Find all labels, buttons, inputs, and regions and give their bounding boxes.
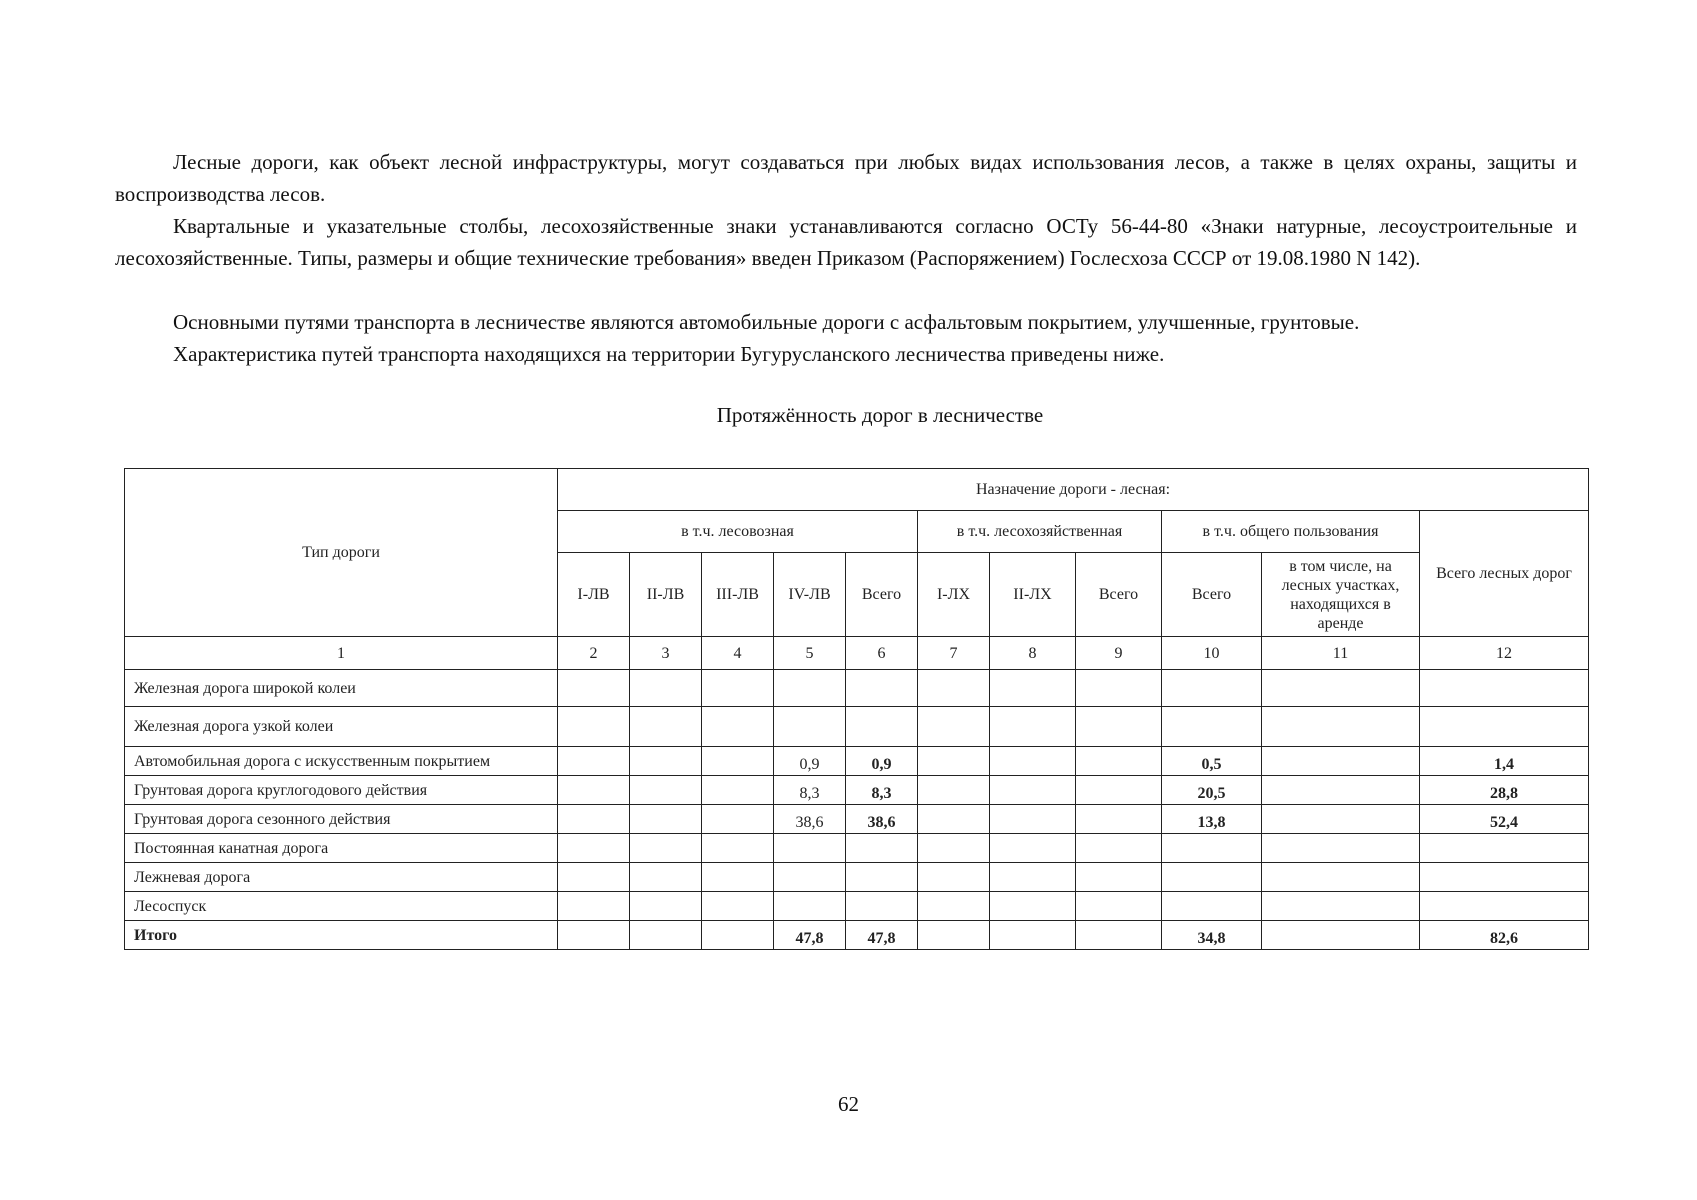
- header-group-forestry: в т.ч. лесохозяйственная: [918, 511, 1162, 553]
- table-cell: 28,8: [1420, 776, 1589, 805]
- table-cell: [558, 747, 630, 776]
- table-cell: [918, 670, 990, 707]
- header-sub: III-ЛВ: [702, 553, 774, 637]
- paragraph-posts-and-signs: [115, 210, 1577, 274]
- table-cell: 34,8: [1162, 921, 1262, 950]
- paragraph-text: Основными путями транспорта в лесничестве являются автомобильные дороги с асфальтовым покрытием, улучшенные, грунтовые.: [173, 310, 1360, 334]
- table-cell: [990, 834, 1076, 863]
- table-cell: [630, 707, 702, 747]
- table-row: [125, 863, 1589, 892]
- table-cell: 47,8: [774, 921, 846, 950]
- table-cell: [630, 805, 702, 834]
- paragraph-text: Квартальные и указательные столбы, лесохозяйственные знаки устанавливаются согласно ОСТу 56-44-80 «Знаки натурные, лесоустроительные и лесохозяйственные. Типы, размеры и общие технические требования» введен Приказом (Распоряжением) Гослесхоза СССР от 19.08.1980 N 142).: [115, 214, 1577, 270]
- table-cell: [630, 921, 702, 950]
- table-cell: 8,3: [846, 776, 918, 805]
- column-number: 4: [702, 637, 774, 670]
- table-cell: 0,9: [846, 747, 918, 776]
- table-cell: [630, 863, 702, 892]
- table-cell: [918, 707, 990, 747]
- table-cell: [990, 863, 1076, 892]
- table-cell: [1076, 670, 1162, 707]
- header-sub: II-ЛХ: [990, 553, 1076, 637]
- table-cell: [774, 863, 846, 892]
- table-cell: [1262, 892, 1420, 921]
- table-cell: [1162, 707, 1262, 747]
- table-cell: [990, 776, 1076, 805]
- table-cell: [774, 834, 846, 863]
- table-cell: [1076, 834, 1162, 863]
- table-cell: [990, 921, 1076, 950]
- table-cell: [1262, 921, 1420, 950]
- table-cell: [846, 863, 918, 892]
- table-cell: [1262, 805, 1420, 834]
- table-cell: [918, 776, 990, 805]
- table-cell: [1076, 892, 1162, 921]
- header-sub: Всего: [1162, 553, 1262, 637]
- table-cell: [630, 834, 702, 863]
- table-cell: [558, 776, 630, 805]
- header-sub: Всего: [846, 553, 918, 637]
- table-cell: [918, 805, 990, 834]
- table-cell: [558, 921, 630, 950]
- table-row: [125, 805, 1589, 834]
- table-cell: 20,5: [1162, 776, 1262, 805]
- table-cell: [702, 892, 774, 921]
- column-number: 3: [630, 637, 702, 670]
- table-row: [125, 707, 1589, 747]
- column-numbers-row: [125, 637, 1589, 670]
- row-label: Грунтовая дорога круглогодового действия: [125, 776, 558, 805]
- table-cell: [558, 707, 630, 747]
- column-number: 6: [846, 637, 918, 670]
- table-cell: [1162, 892, 1262, 921]
- table-cell: [702, 707, 774, 747]
- page-number: 62: [838, 1092, 859, 1116]
- table-row: [125, 892, 1589, 921]
- roads-length-table: [124, 468, 1589, 950]
- table-cell: [1076, 776, 1162, 805]
- table-row: [125, 670, 1589, 707]
- column-number: 11: [1262, 637, 1420, 670]
- table-cell: [1420, 707, 1589, 747]
- table-cell: [1262, 776, 1420, 805]
- paragraph-characteristics: [115, 338, 1577, 370]
- column-number: 8: [990, 637, 1076, 670]
- table-cell: 8,3: [774, 776, 846, 805]
- header-row-1: [125, 469, 1589, 511]
- table-cell: [990, 747, 1076, 776]
- header-sub: IV-ЛВ: [774, 553, 846, 637]
- row-label: Грунтовая дорога сезонного действия: [125, 805, 558, 834]
- header-purpose: Назначение дороги - лесная:: [558, 469, 1589, 511]
- table-cell: [846, 707, 918, 747]
- paragraph-text: Лесные дороги, как объект лесной инфраструктуры, могут создаваться при любых видах использования лесов, а также в целях охраны, защиты и воспроизводства лесов.: [115, 150, 1577, 206]
- table-cell: [630, 747, 702, 776]
- table-row: [125, 747, 1589, 776]
- row-label: Лесоспуск: [125, 892, 558, 921]
- header-group-public: в т.ч. общего пользования: [1162, 511, 1420, 553]
- table-cell: [990, 707, 1076, 747]
- row-label: Железная дорога широкой колеи: [125, 670, 558, 707]
- table-row: [125, 834, 1589, 863]
- header-road-type: Тип дороги: [125, 469, 558, 637]
- column-number: 1: [125, 637, 558, 670]
- table-cell: 47,8: [846, 921, 918, 950]
- table-cell: [558, 805, 630, 834]
- table-cell: 13,8: [1162, 805, 1262, 834]
- table-body: [125, 670, 1589, 950]
- table-cell: 38,6: [846, 805, 918, 834]
- total-row: [125, 921, 1589, 950]
- table-cell: [558, 892, 630, 921]
- paragraph-text: Характеристика путей транспорта находящихся на территории Бугурусланского лесничества приведены ниже.: [173, 342, 1165, 366]
- table-cell: [990, 892, 1076, 921]
- table-cell: [846, 834, 918, 863]
- table-cell: [1262, 834, 1420, 863]
- table-cell: [702, 921, 774, 950]
- table-cell: [558, 670, 630, 707]
- row-label: Автомобильная дорога с искусственным покрытием: [125, 747, 558, 776]
- table-cell: [558, 863, 630, 892]
- table-cell: [630, 776, 702, 805]
- table-cell: [1076, 747, 1162, 776]
- column-number: 12: [1420, 637, 1589, 670]
- row-label: Итого: [125, 921, 558, 950]
- table-cell: [1420, 834, 1589, 863]
- table-cell: [774, 670, 846, 707]
- column-number: 5: [774, 637, 846, 670]
- table-cell: [846, 892, 918, 921]
- table-cell: 0,9: [774, 747, 846, 776]
- table-cell: [846, 670, 918, 707]
- table-cell: [1262, 670, 1420, 707]
- paragraph-forest-roads: [115, 146, 1577, 210]
- column-number: 7: [918, 637, 990, 670]
- table-cell: [774, 892, 846, 921]
- column-number: 2: [558, 637, 630, 670]
- table-cell: [990, 670, 1076, 707]
- header-sub: I-ЛХ: [918, 553, 990, 637]
- table-cell: [1420, 863, 1589, 892]
- table-cell: [630, 670, 702, 707]
- table-cell: [702, 776, 774, 805]
- row-label: Железная дорога узкой колеи: [125, 707, 558, 747]
- table-cell: [918, 921, 990, 950]
- table-cell: [702, 834, 774, 863]
- table-cell: [918, 892, 990, 921]
- table-cell: [630, 892, 702, 921]
- table-cell: [702, 670, 774, 707]
- table-cell: [774, 707, 846, 747]
- table-cell: [1076, 863, 1162, 892]
- table-cell: [1162, 834, 1262, 863]
- header-sub: II-ЛВ: [630, 553, 702, 637]
- table-cell: [1162, 670, 1262, 707]
- table-cell: 82,6: [1420, 921, 1589, 950]
- table-cell: 38,6: [774, 805, 846, 834]
- header-group-logging: в т.ч. лесовозная: [558, 511, 918, 553]
- header-total-forest-roads: Всего лесных дорог: [1420, 511, 1589, 637]
- table-cell: 0,5: [1162, 747, 1262, 776]
- table-cell: [918, 747, 990, 776]
- table-cell: [558, 834, 630, 863]
- table-cell: [1262, 747, 1420, 776]
- table-cell: [1162, 863, 1262, 892]
- table-cell: [1076, 805, 1162, 834]
- table-cell: [1262, 863, 1420, 892]
- row-label: Постоянная канатная дорога: [125, 834, 558, 863]
- table-cell: [702, 805, 774, 834]
- table-row: [125, 776, 1589, 805]
- table-cell: 52,4: [1420, 805, 1589, 834]
- table-cell: [1076, 921, 1162, 950]
- header-sub: Всего: [1076, 553, 1162, 637]
- table-cell: [702, 863, 774, 892]
- column-number: 9: [1076, 637, 1162, 670]
- row-label: Лежневая дорога: [125, 863, 558, 892]
- table-cell: [1420, 670, 1589, 707]
- header-sub: в том числе, на лесных участках, находящихся в аренде: [1262, 553, 1420, 637]
- column-number: 10: [1162, 637, 1262, 670]
- table-cell: 1,4: [1420, 747, 1589, 776]
- paragraph-main-transport: [115, 306, 1577, 338]
- table-cell: [918, 863, 990, 892]
- header-sub: I-ЛВ: [558, 553, 630, 637]
- table-cell: [1076, 707, 1162, 747]
- table-cell: [1262, 707, 1420, 747]
- table-cell: [1420, 892, 1589, 921]
- table-cell: [918, 834, 990, 863]
- table-cell: [990, 805, 1076, 834]
- table-caption: Протяжённость дорог в лесничестве: [716, 403, 1044, 427]
- table-cell: [702, 747, 774, 776]
